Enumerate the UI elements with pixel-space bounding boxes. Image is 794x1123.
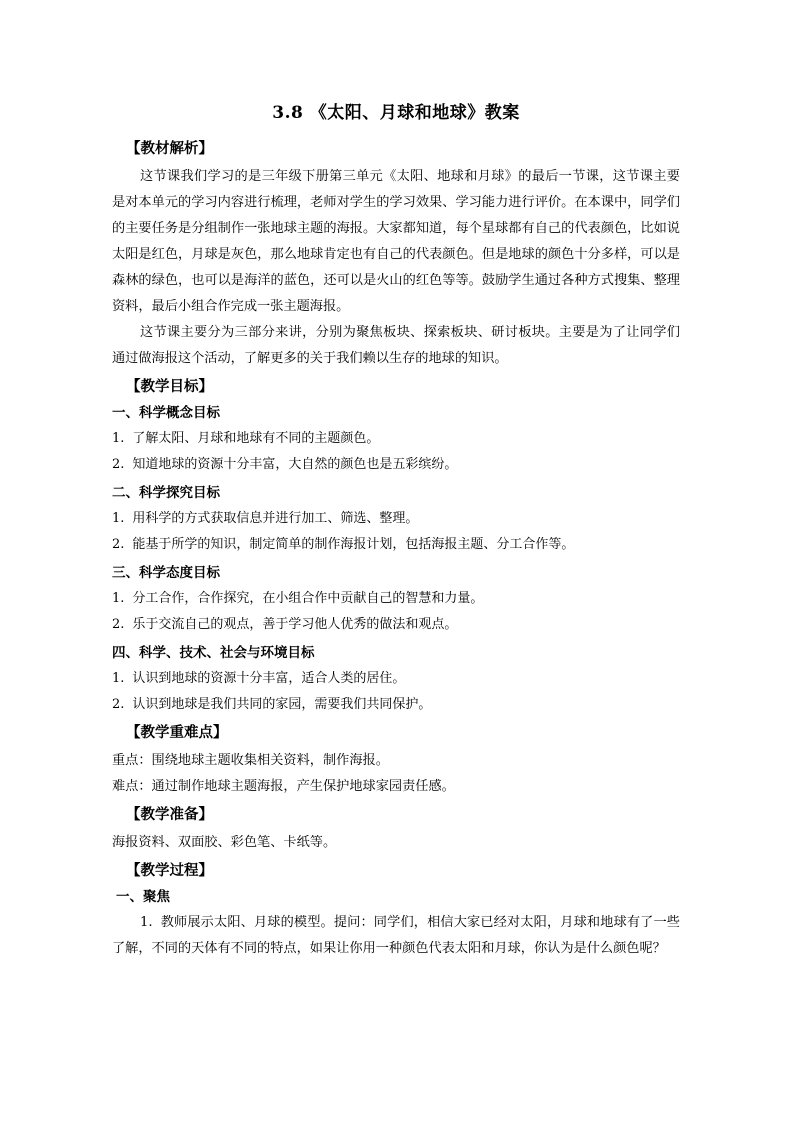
list-number: 2. bbox=[112, 457, 125, 472]
list-text: 分工合作，合作探究，在小组合作中贡献自己的智慧和力量。 bbox=[132, 591, 484, 606]
paragraph-process-1 bbox=[112, 910, 680, 962]
page-title: 3.8 《太阳、月球和地球》教案 bbox=[272, 103, 520, 123]
list-text: 用科学的方式获取信息并进行加工、筛选、整理。 bbox=[132, 511, 419, 526]
list-number: 1. bbox=[112, 671, 125, 686]
goal-title-attitude: 三、科学态度目标 bbox=[112, 565, 220, 581]
list-number: 1. bbox=[112, 431, 125, 446]
list-number: 2. bbox=[112, 697, 125, 712]
list-item bbox=[112, 586, 680, 612]
list-number: 1. bbox=[112, 591, 125, 606]
paragraph-difficult-point: 难点：通过制作地球主题海报，产生保护地球家园责任感。 bbox=[112, 779, 455, 794]
list-number: 1. bbox=[112, 511, 125, 526]
list-number: 2. bbox=[112, 537, 125, 552]
list-item bbox=[112, 692, 680, 718]
paragraph-key-point: 重点：围绕地球主题收集相关资料，制作海报。 bbox=[112, 753, 389, 768]
list-item bbox=[112, 426, 680, 452]
list-text: 认识到地球的资源十分丰富，适合人类的居住。 bbox=[132, 671, 406, 686]
list-text: 能基于所学的知识，制定简单的制作海报计划，包括海报主题、分工合作等。 bbox=[132, 537, 575, 552]
list-item bbox=[112, 452, 680, 478]
list-number: 2. bbox=[112, 617, 125, 632]
list-text: 教师展示太阳、月球的模型。提问：同学们，相信大家已经对太阳，月球和地球有了一些了解，不同的天体有不同的特点，如果让你用一种颜色代表太阳和月球，你认为是什么颜色呢？ bbox=[112, 915, 680, 956]
list-text: 了解太阳、月球和地球有不同的主题颜色。 bbox=[132, 431, 380, 446]
section-heading-teaching-goals: 【教学目标】 bbox=[126, 378, 213, 395]
section-heading-process: 【教学过程】 bbox=[126, 862, 213, 879]
section-heading-textbook-analysis: 【教材解析】 bbox=[126, 140, 213, 157]
list-item bbox=[112, 612, 680, 638]
section-heading-preparation: 【教学准备】 bbox=[126, 806, 213, 823]
list-item bbox=[112, 666, 680, 692]
list-text: 知道地球的资源十分丰富，大自然的颜色也是五彩缤纷。 bbox=[132, 457, 458, 472]
goal-title-stse: 四、科学、技术、社会与环境目标 bbox=[112, 645, 315, 661]
goal-title-inquiry: 二、科学探究目标 bbox=[112, 485, 220, 501]
list-text: 认识到地球是我们共同的家园，需要我们共同保护。 bbox=[132, 697, 432, 712]
paragraph-preparation: 海报资料、双面胶、彩色笔、卡纸等。 bbox=[112, 835, 337, 850]
goal-title-concept: 一、科学概念目标 bbox=[112, 405, 220, 421]
paragraph-analysis-1: 这节课我们学习的是三年级下册第三单元《太阳、地球和月球》的最后一节课，这节课主要是对本单元的学习内容进行梳理，老师对学生的学习效果、学习能力进行评价。在本课中，同学们的主要任务是分组制作一张地球主题的海报。大家都知道，每个星球都有自己的代表颜色，比如说太阳是红色，月球是灰色，那么地球肯定也有自己的代表颜色。但是地球的颜色十分多样，可以是森林的绿色，也可以是海洋的蓝色，还可以是火山的红色等等。鼓励学生通过各种方式搜集、整理资料，最后小组合作完成一张主题海报。 bbox=[112, 169, 680, 314]
document-body bbox=[112, 100, 680, 962]
section-heading-key-difficult: 【教学重难点】 bbox=[126, 724, 228, 741]
paragraph-analysis-2: 这节课主要分为三部分来讲，分别为聚焦板块、探索板块、研讨板块。主要是为了让同学们通过做海报这个活动，了解更多的关于我们赖以生存的地球的知识。 bbox=[112, 325, 680, 366]
list-number: 1. bbox=[140, 915, 153, 930]
list-item bbox=[112, 506, 680, 532]
process-part-focus: 一、聚焦 bbox=[116, 889, 170, 905]
list-item bbox=[112, 532, 680, 558]
list-text: 乐于交流自己的观点，善于学习他人优秀的做法和观点。 bbox=[132, 617, 458, 632]
